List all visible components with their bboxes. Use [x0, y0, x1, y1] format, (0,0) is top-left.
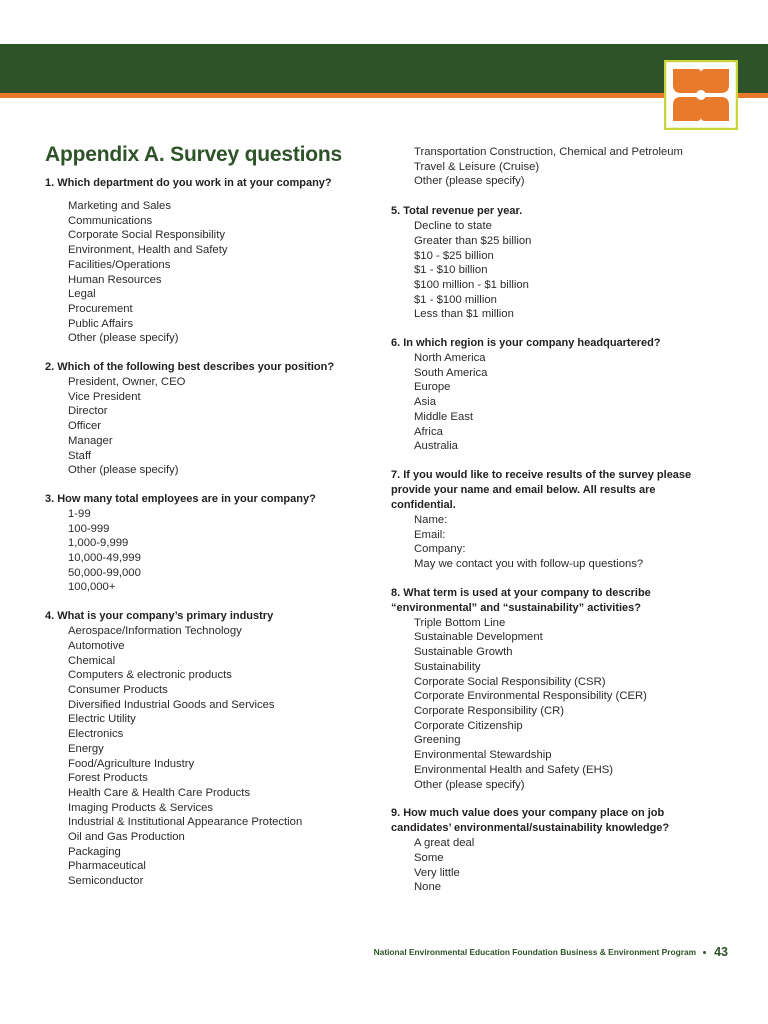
answer-option: $100 million - $1 billion [414, 278, 529, 291]
answer-option: Sustainability [414, 660, 481, 673]
question-1-options [45, 199, 365, 346]
question-8: 8. What term is used at your company to describe “environmental” and “sustainability” activities? [391, 586, 651, 614]
answer-option: May we contact you with follow-up questions? [414, 558, 644, 571]
answer-option: Other (please specify) [414, 778, 525, 791]
answer-option: 1,000-9,999 [68, 537, 129, 550]
answer-option: Transportation Construction, Chemical and Petroleum [414, 146, 683, 158]
answer-option: 50,000-99,000 [68, 566, 141, 579]
answer-option: Manager [68, 434, 113, 447]
answer-option: 100,000+ [68, 581, 116, 594]
answer-option: Automotive [68, 639, 125, 652]
answer-option: Procurement [68, 302, 133, 315]
answer-option: Middle East [414, 410, 474, 423]
header-accent-stripe [0, 93, 768, 98]
answer-option: Electronics [68, 728, 124, 741]
answer-option: 1-99 [68, 507, 91, 520]
answer-option: Very little [414, 866, 460, 879]
answer-option: Other (please specify) [68, 332, 179, 345]
question-3-options [45, 507, 365, 595]
answer-option: Forest Products [68, 772, 148, 785]
answer-option: Pharmaceutical [68, 860, 146, 873]
answer-option: Decline to state [414, 220, 492, 233]
answer-option: Public Affairs [68, 317, 134, 330]
question-7: 7. If you would like to receive results of the survey please provide your name and email below. All results are confidential. [391, 468, 692, 511]
question-6: 6. In which region is your company headquartered? [391, 337, 661, 350]
answer-option: 10,000-49,999 [68, 552, 141, 565]
answer-option: Corporate Social Responsibility [68, 229, 225, 242]
answer-option: Aerospace/Information Technology [68, 625, 242, 638]
answer-option: Semiconductor [68, 875, 144, 888]
answer-option: Staff [68, 449, 92, 462]
answer-option: North America [414, 352, 486, 365]
answer-option: Travel & Leisure (Cruise) [414, 160, 540, 173]
question-4-options [45, 624, 365, 889]
answer-option: Electric Utility [68, 713, 136, 726]
question-9-options [391, 836, 711, 895]
question-2: 2. Which of the following best describes your position? [45, 361, 335, 374]
answer-option: Legal [68, 288, 96, 301]
answer-option: Other (please specify) [68, 464, 179, 477]
answer-option: None [414, 881, 442, 894]
page-number: 43 [714, 945, 728, 959]
answer-option: Less than $1 million [414, 308, 514, 321]
question-1: 1. Which department do you work in at your company? [45, 177, 332, 189]
answer-option: Marketing and Sales [68, 200, 171, 212]
answer-option: Chemical [68, 654, 116, 667]
question-2-options [45, 375, 365, 478]
footer-publisher: National Environmental Education Foundation Business & Environment Program [373, 947, 697, 957]
answer-option: 100-999 [68, 522, 110, 535]
answer-option: Corporate Social Responsibility (CSR) [414, 675, 606, 688]
answer-option: Corporate Citizenship [414, 719, 523, 732]
answer-option: Facilities/Operations [68, 258, 171, 271]
question-9: 9. How much value does your company place on job candidates’ environmental/sustainability knowledge? [391, 807, 670, 835]
left-column [45, 176, 365, 889]
answer-option: Industrial & Institutional Appearance Protection [68, 816, 303, 829]
answer-option: Human Resources [68, 273, 162, 286]
answer-option: $1 - $100 million [414, 293, 497, 306]
page-footer [374, 945, 728, 959]
answer-option: Greater than $25 billion [414, 234, 532, 247]
page-title: Appendix A. Survey questions [45, 143, 343, 166]
answer-option: Imaging Products & Services [68, 801, 214, 814]
question-4-options-continued [391, 145, 711, 189]
answer-option: Sustainable Growth [414, 646, 513, 659]
question-5-options [391, 219, 711, 322]
answer-option: Australia [414, 440, 458, 453]
answer-option: Communications [68, 214, 153, 227]
answer-option: Corporate Responsibility (CR) [414, 704, 565, 717]
footer-bullet-icon [703, 951, 706, 954]
answer-option: Triple Bottom Line [414, 616, 506, 629]
answer-option: Africa [414, 425, 443, 438]
question-3: 3. How many total employees are in your company? [45, 492, 316, 505]
answer-option: Environmental Health and Safety (EHS) [414, 763, 614, 776]
answer-option: Director [68, 405, 108, 418]
question-8-options [391, 616, 711, 792]
answer-option: Diversified Industrial Goods and Services [68, 698, 275, 711]
answer-option: Corporate Environmental Responsibility (CER) [414, 690, 647, 703]
answer-option: Environment, Health and Safety [68, 244, 228, 257]
answer-option: Health Care & Health Care Products [68, 786, 251, 799]
answer-option: Food/Agriculture Industry [68, 757, 195, 770]
answer-option: Other (please specify) [414, 175, 525, 188]
question-6-options [391, 351, 711, 454]
right-column [391, 145, 711, 895]
answer-option: $10 - $25 billion [414, 249, 494, 262]
answer-option: Sustainable Development [414, 631, 543, 644]
answer-option: Email: [414, 528, 446, 541]
answer-option: Greening [414, 734, 461, 747]
answer-option: Europe [414, 381, 451, 394]
answer-option: South America [414, 366, 488, 379]
answer-option: Some [414, 851, 444, 864]
question-4: 4. What is your company’s primary industry [45, 610, 274, 623]
answer-option: $1 - $10 billion [414, 264, 488, 277]
answer-option: Asia [414, 396, 436, 409]
answer-option: A great deal [414, 837, 475, 850]
answer-option: Officer [68, 420, 102, 433]
question-7-options [391, 513, 711, 572]
answer-option: Environmental Stewardship [414, 749, 552, 762]
answer-option: Energy [68, 742, 104, 755]
header-band [0, 44, 768, 93]
answer-option: Consumer Products [68, 683, 168, 696]
answer-option: Company: [414, 543, 466, 556]
answer-option: Name: [414, 513, 448, 526]
question-5: 5. Total revenue per year. [391, 205, 523, 218]
answer-option: Computers & electronic products [68, 669, 232, 682]
answer-option: Packaging [68, 845, 121, 858]
answer-option: Vice President [68, 390, 141, 403]
flower-logo-icon [664, 60, 738, 130]
answer-option: Oil and Gas Production [68, 831, 185, 844]
answer-option: President, Owner, CEO [68, 376, 186, 389]
